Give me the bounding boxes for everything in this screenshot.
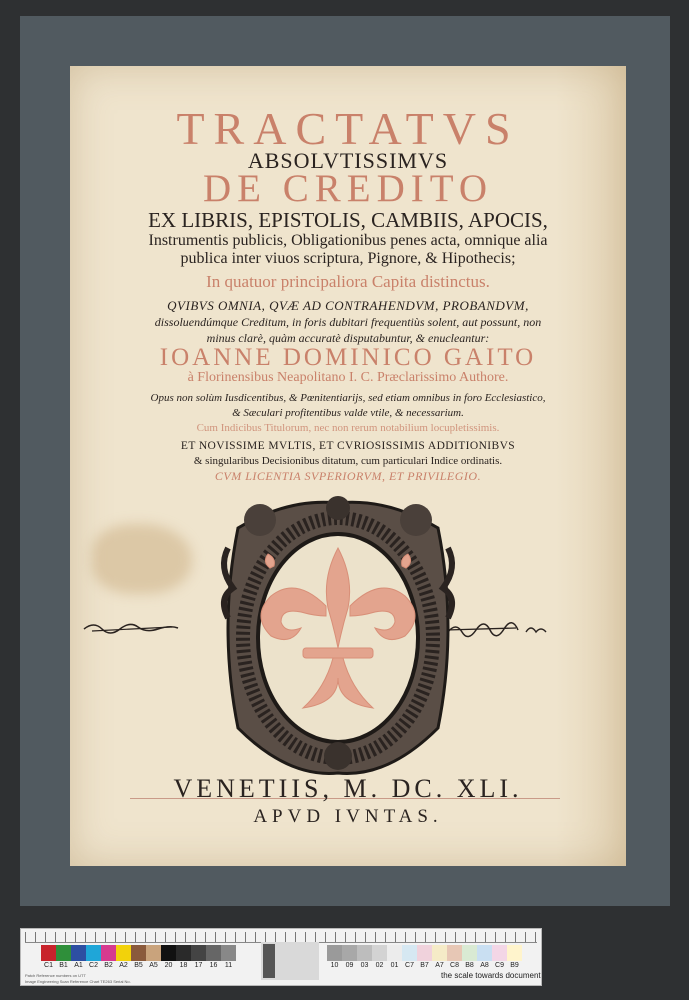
color-patch (342, 945, 357, 961)
color-patch (492, 945, 507, 961)
text-dissoluendum: dissoluendúmque Creditum, in foris dubitari frequentiùs solent, aut possunt, non (154, 315, 542, 329)
color-patch (176, 945, 191, 961)
patch-label: A8 (480, 962, 489, 969)
color-patch (161, 945, 176, 961)
patch-label: B9 (510, 962, 519, 969)
patch-label: C1 (44, 962, 53, 969)
color-patch (402, 945, 417, 961)
color-patch (146, 945, 161, 961)
patch-label: A7 (435, 962, 444, 969)
patch-label: B8 (465, 962, 474, 969)
color-patch (477, 945, 492, 961)
patch-label: 09 (345, 962, 354, 969)
patch-label: 20 (164, 962, 173, 969)
patch-label: 02 (375, 962, 384, 969)
water-stain (92, 524, 192, 594)
color-patch (131, 945, 146, 961)
subtitle-publica: publica inter viuos scriptura, Pignore, & Hipothecis; (180, 250, 516, 267)
text-licentia: CVM LICENTIA SVPERIORVM, ET PRIVILEGIO. (214, 469, 482, 483)
color-patch (507, 945, 522, 961)
patch-label: 11 (224, 962, 233, 969)
patch-label: B7 (420, 962, 429, 969)
patch-label: C9 (495, 962, 504, 969)
patch-label: 18 (179, 962, 188, 969)
patch-label: 10 (330, 962, 339, 969)
title-absolutissimus: ABSOLVTISSIMVS (247, 148, 449, 173)
color-patch (432, 945, 447, 961)
patch-label: B2 (104, 962, 113, 969)
color-patch (206, 945, 221, 961)
color-patch (387, 945, 402, 961)
color-patches-left (41, 945, 236, 961)
color-patch (372, 945, 387, 961)
patch-label: 01 (390, 962, 399, 969)
fine-print-top: Patch Reference numbers on UTT (25, 973, 86, 978)
title-tractatus: TRACTATVS (176, 103, 520, 154)
text-indicibus: Cum Indicibus Titulorum, nec non rerum notabilium locupletissimis. (196, 422, 500, 434)
imprint-publisher: APVD IVNTAS. (253, 806, 443, 827)
gray-step-block (261, 942, 319, 980)
fine-print-bottom: Image Engineering Scan Reference Chart TE263 Serial No. (25, 979, 131, 984)
subtitle-instrumentis: Instrumentis publicis, Obligationibus penes acta, omnique alia (148, 232, 548, 249)
printers-device-fleur-de-lis (198, 488, 478, 778)
scale-caption: the scale towards document (441, 971, 541, 980)
author-name: IOANNE DOMINICO GAITO (159, 344, 537, 371)
patch-label: 03 (360, 962, 369, 969)
text-quibus: QVIBVS OMNIA, QVÆ AD CONTRAHENDVM, PROBANDVM, (167, 298, 529, 313)
patch-label: A5 (149, 962, 158, 969)
patch-labels-left (41, 962, 236, 969)
patch-label: B5 (134, 962, 143, 969)
patch-label: C7 (405, 962, 414, 969)
patch-label: C2 (89, 962, 98, 969)
color-patch (357, 945, 372, 961)
imprint-place-date: VENETIIS, M. DC. XLI. (173, 774, 523, 803)
patch-label: C8 (450, 962, 459, 969)
patch-label: A2 (119, 962, 128, 969)
color-patch (327, 945, 342, 961)
subtitle-quatuor: In quatuor principaliora Capita distinctus. (206, 272, 490, 291)
color-patch (417, 945, 432, 961)
subtitle-libris: EX LIBRIS, EPISTOLIS, CAMBIIS, APOCIS, (148, 208, 548, 232)
color-patch (41, 945, 56, 961)
text-minus: minus clarè, quàm accuratè disputabuntur, & enucleantur: (206, 331, 490, 345)
author-origin: à Florinensibus Neapolitano I. C. Præclarissimo Authore. (187, 370, 509, 385)
text-saeculari: & Sæculari profitentibus valde vtile, & necessarium. (232, 407, 464, 419)
color-patch (101, 945, 116, 961)
color-calibration-card (20, 928, 542, 986)
handwritten-signature-left (82, 617, 182, 642)
title-de-credito: DE CREDITO (202, 167, 494, 210)
color-patch (86, 945, 101, 961)
text-novissime: ET NOVISSIME MVLTIS, ET CVRIOSISSIMIS ADDITIONIBVS (180, 440, 516, 452)
color-patch (462, 945, 477, 961)
color-patches-right (327, 945, 522, 961)
patch-label: B1 (59, 962, 68, 969)
text-opus: Opus non solùm Iusdicentibus, & Pœnitentiarijs, sed etiam omnibus in foro Ecclesiastico, (150, 392, 546, 404)
color-patch (447, 945, 462, 961)
patch-label: A1 (74, 962, 83, 969)
color-patch (71, 945, 86, 961)
color-patch (116, 945, 131, 961)
color-patch (221, 945, 236, 961)
patch-label: 17 (194, 962, 203, 969)
patch-label: 16 (209, 962, 218, 969)
color-patch (191, 945, 206, 961)
text-singularibus: & singularibus Decisionibus ditatum, cum particulari Indice ordinatis. (193, 455, 503, 467)
title-page (70, 66, 626, 866)
color-patch (56, 945, 71, 961)
patch-labels-right (327, 962, 522, 969)
